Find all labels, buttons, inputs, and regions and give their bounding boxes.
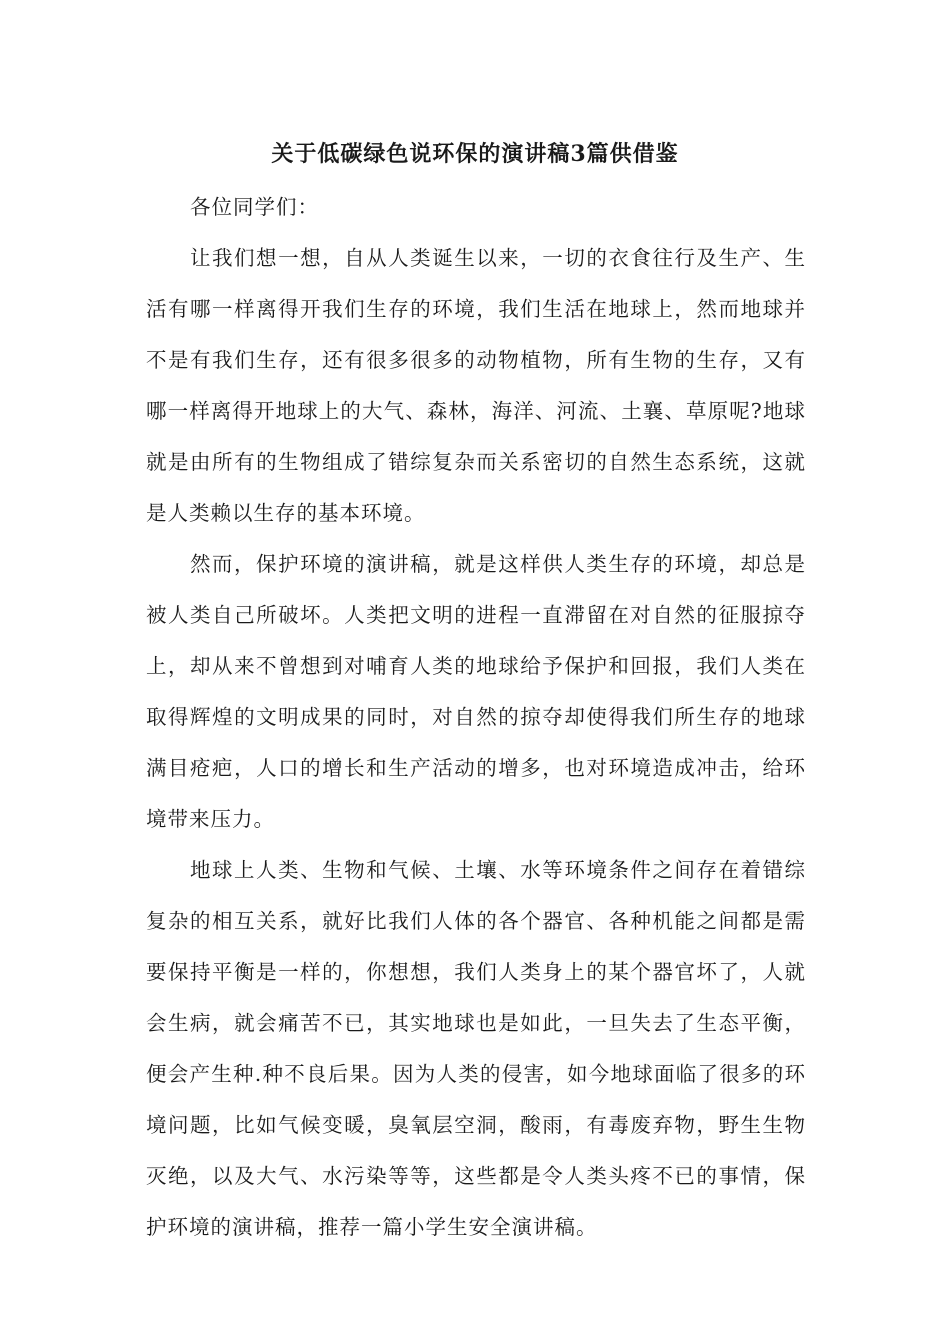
paragraph-3: 地球上人类、生物和气候、土壤、水等环境条件之间存在着错综复杂的相互关系，就好比我们人体的各个器官、各种机能之间都是需要保持平衡是一样的，你想想，我们人类身上的某个器官坏了，人就会生病，就会痛苦不已，其实地球也是如此，一旦失去了生态平衡，便会产生种.种不良后果。因为人类的侵害，如今地球面临了很多的环境问题，比如气候变暖，臭氧层空洞，酸雨，有毒废弃物，野生生物灭绝，以及大气、水污染等等，这些都是令人类头疼不已的事情，保护环境的演讲稿，推荐一篇小学生安全演讲稿。 bbox=[146, 858, 806, 1239]
document-body bbox=[146, 182, 806, 1253]
paragraph-1: 让我们想一想，自从人类诞生以来，一切的衣食往行及生产、生活有哪一样离得开我们生存的环境，我们生活在地球上，然而地球并不是有我们生存，还有很多很多的动物植物，所有生物的生存，又有哪一样离得开地球上的大气、森林，海洋、河流、土襄、草原呢?地球就是由所有的生物组成了错综复杂而关系密切的自然生态系统，这就是人类赖以生存的基本环境。 bbox=[146, 246, 806, 525]
document-title: 关于低碳绿色说环保的演讲稿3篇供借鉴 bbox=[271, 141, 679, 167]
greeting: 各位同学们： bbox=[190, 195, 319, 219]
paragraph-2: 然而，保护环境的演讲稿，就是这样供人类生存的环境，却总是被人类自己所破坏。人类把文明的进程一直滞留在对自然的征服掠夺上，却从来不曾想到对哺育人类的地球给予保护和回报，我们人类在取得辉煌的文明成果的同时，对自然的掠夺却使得我们所生存的地球满目疮疤，人口的增长和生产活动的增多，也对环境造成冲击，给环境带来压力。 bbox=[146, 552, 806, 831]
